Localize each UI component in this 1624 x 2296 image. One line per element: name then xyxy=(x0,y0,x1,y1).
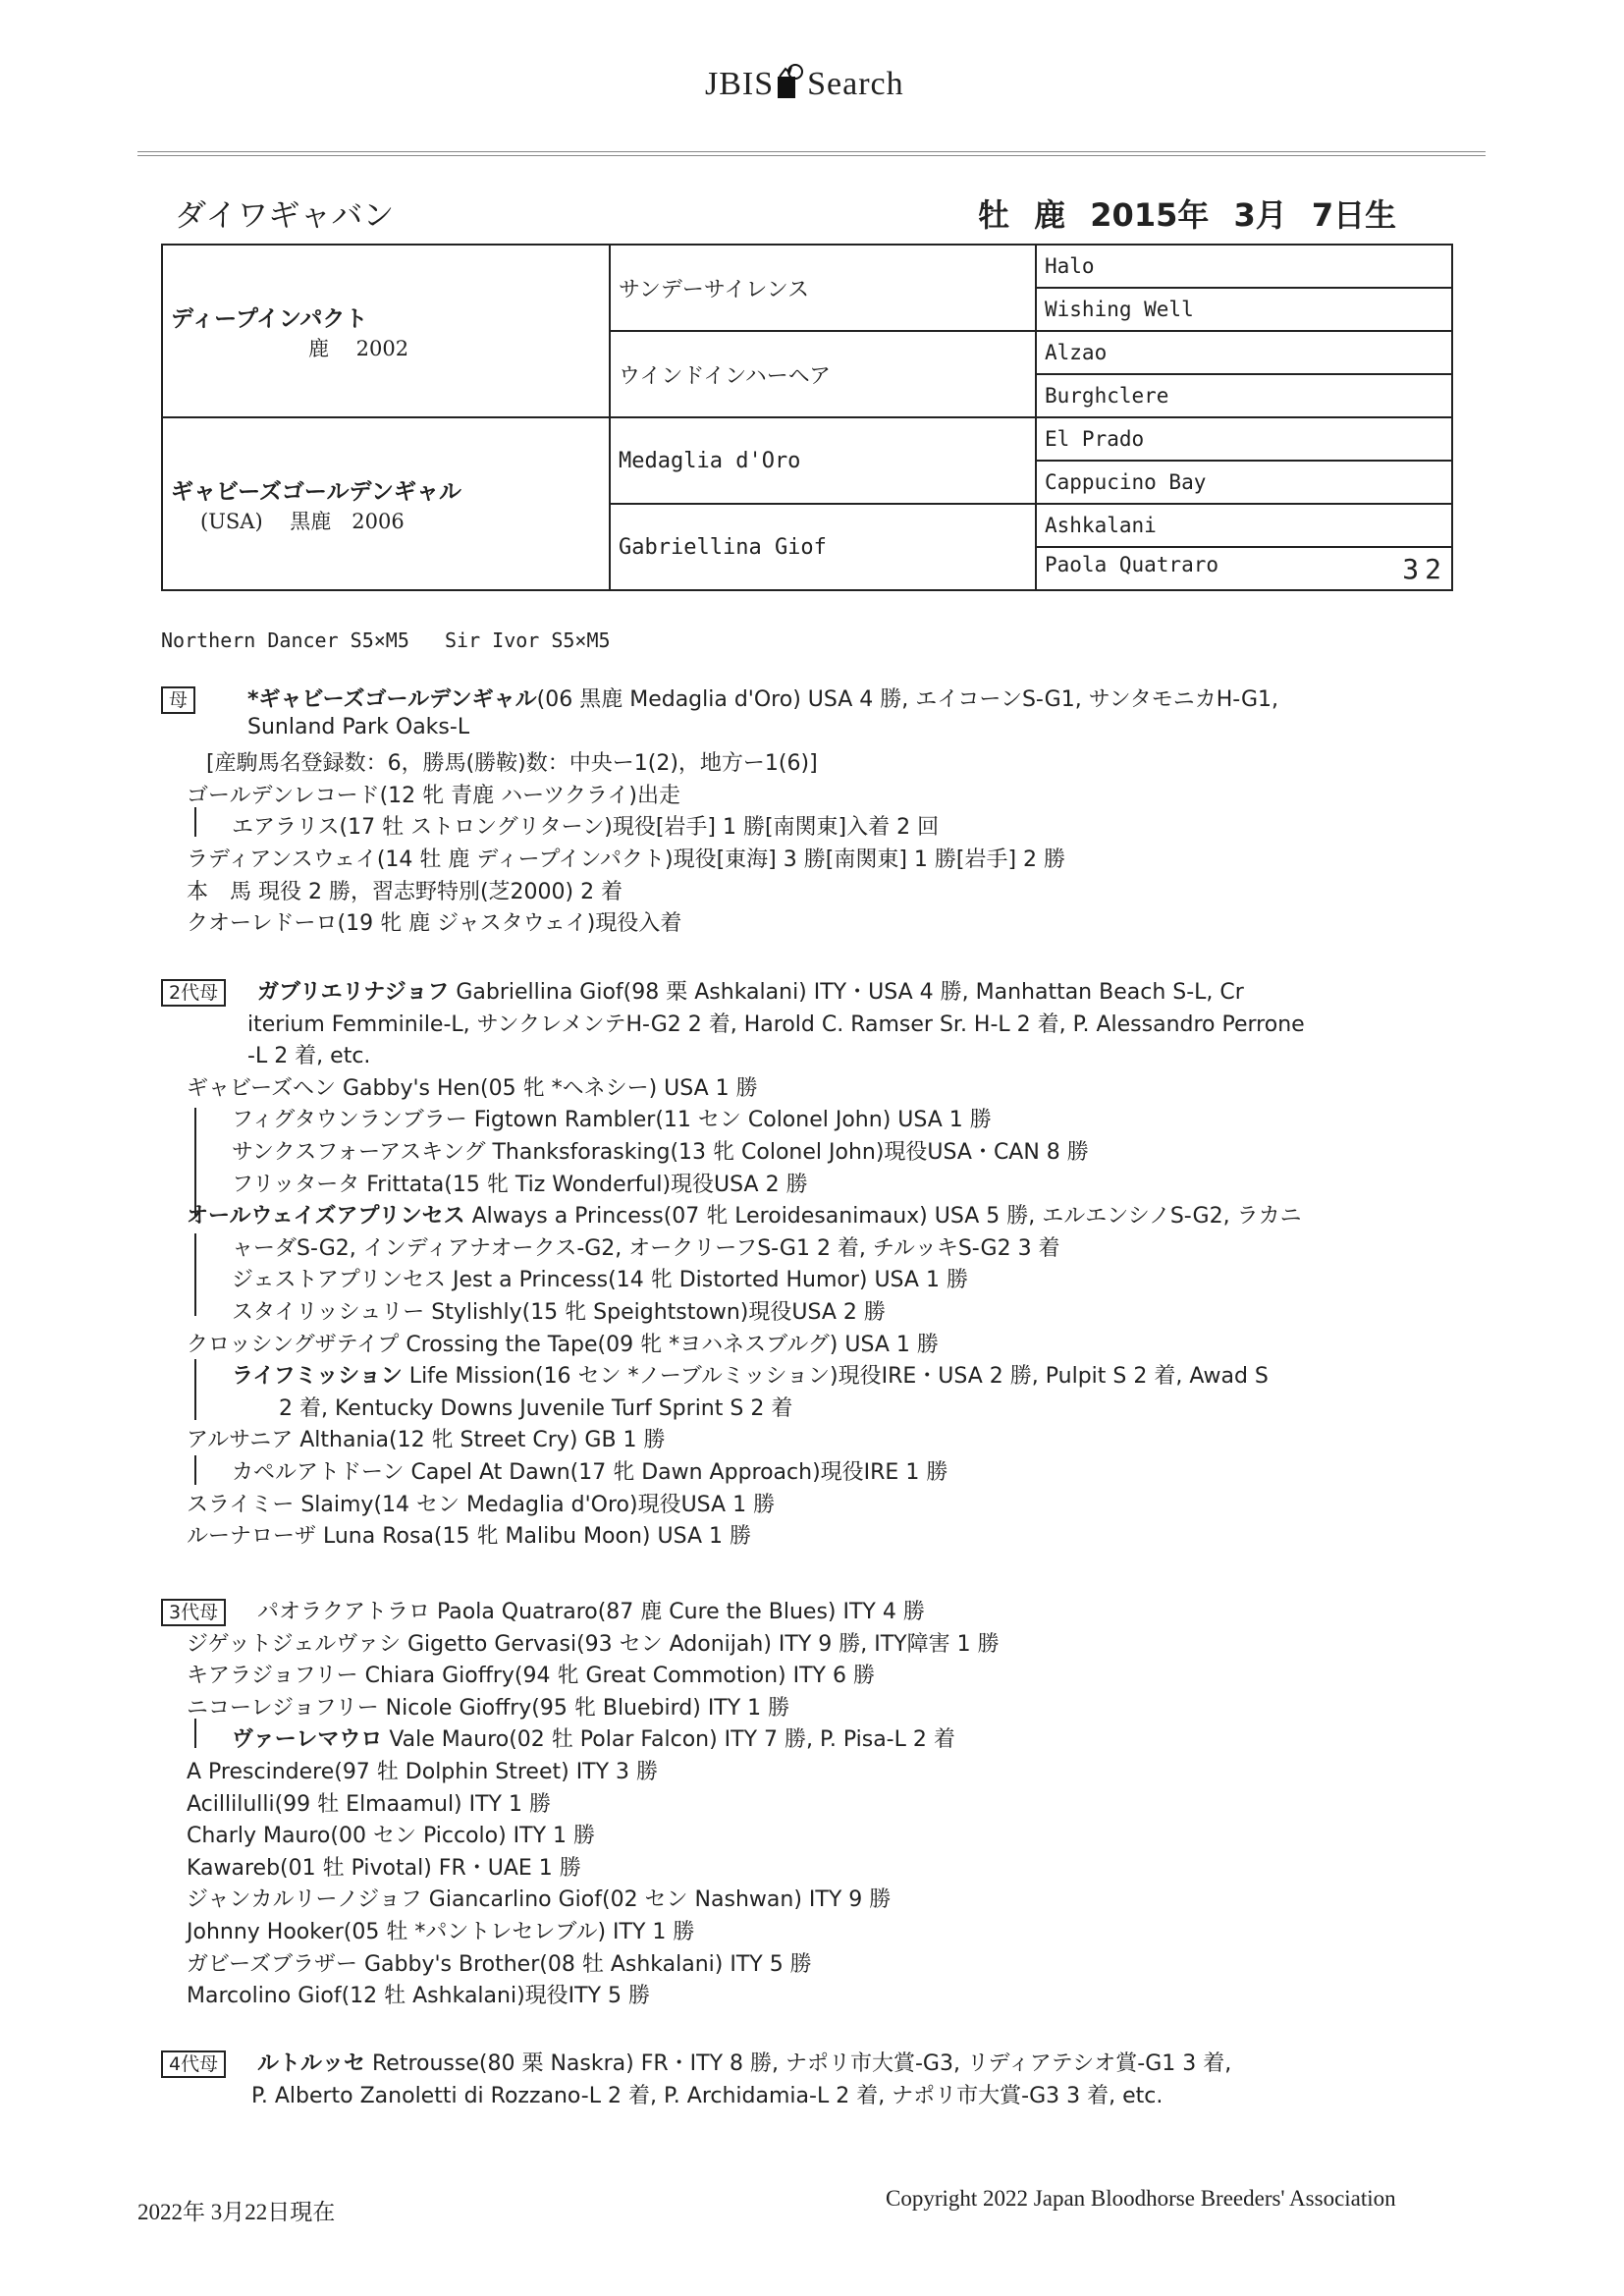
gen2-tree-bar xyxy=(194,1108,196,1216)
gen2-tree-bar xyxy=(194,1455,196,1485)
pedigree-gen3: Burghclere xyxy=(1036,374,1452,417)
gen3-line-text: Marcolino Giof(12 牡 Ashkalani)現役ITY 5 勝 xyxy=(187,1984,651,2009)
gen2-line-text: -L 2 着, etc. xyxy=(247,1044,371,1069)
gen3-line-text: Johnny Hooker(05 牡 *パントレセレブル) ITY 1 勝 xyxy=(187,1920,695,1944)
gen2-line xyxy=(232,1231,1060,1262)
gen2-tree-bar xyxy=(194,1359,196,1420)
gen3-line xyxy=(187,1819,595,1849)
sire-name: ディープインパクト xyxy=(171,305,368,332)
gen2-line xyxy=(232,1263,968,1293)
horse-name: ダイワギャバン xyxy=(175,196,395,234)
gen2-line-text: フリッタータ Frittata(15 牝 Tiz Wonderful)現役USA 2 勝 xyxy=(232,1172,808,1197)
logo-text-search: Search xyxy=(807,66,904,102)
dam-line xyxy=(187,779,680,809)
gen3-line-text: ジゲットジェルヴァシ Gigetto Gervasi(93 セン Adonijah) ITY 9 勝, ITY障害 1 勝 xyxy=(187,1631,1000,1657)
gen2-line-text: クロッシングザテイプ Crossing the Tape(09 牝 *ヨハネスブルグ) USA 1 勝 xyxy=(187,1332,939,1357)
gen2-line-text: ルーナローザ Luna Rosa(15 牝 Malibu Moon) USA 1 勝 xyxy=(187,1524,752,1550)
gen2-line xyxy=(187,1199,1302,1230)
gen3-line xyxy=(257,1595,925,1625)
gen2-line-text: ギャビーズヘン Gabby's Hen(05 牝 *ヘネシー) USA 1 勝 xyxy=(187,1075,758,1101)
gen3-line-text: キアラジョフリー Chiara Gioffry(94 牝 Great Commotion) ITY 6 勝 xyxy=(187,1664,875,1689)
dam-line-text: クオーレドーロ(19 牝 鹿 ジャスタウェイ)現役入着 xyxy=(187,911,682,937)
pedigree-gen2: Gabriellina Giof xyxy=(610,504,1036,590)
pedigree-gen3 xyxy=(1036,547,1452,590)
horse-magnifier-icon xyxy=(776,63,805,96)
dam-cell xyxy=(162,417,610,590)
gen4-line-bold: ルトルッセ xyxy=(257,2051,366,2076)
gen3-line xyxy=(187,1627,1000,1658)
gen3-line-text: Acillilulli(99 牡 Elmaamul) ITY 1 勝 xyxy=(187,1791,551,1817)
gen2-line xyxy=(187,1488,775,1518)
inbreeding-note: Northern Dancer S5×M5 Sir Ivor S5×M5 xyxy=(161,629,611,652)
pedigree-gen3: Halo xyxy=(1036,245,1452,288)
dam-tree-bar xyxy=(194,807,196,837)
pedigree-gen3: El Prado xyxy=(1036,417,1452,461)
gen3-line-bold: ヴァーレマウロ xyxy=(232,1727,383,1753)
pedigree-gen3: Wishing Well xyxy=(1036,288,1452,331)
dam-line xyxy=(187,875,623,905)
dam-section-badge: 母 xyxy=(161,686,195,714)
gen2-line-bold: オールウェイズアプリンセス xyxy=(187,1204,465,1230)
dam-line-bold: *ギャビーズゴールデンギャル xyxy=(247,687,537,712)
dam-line-text: エアラリス(17 牡 ストロングリターン)現役[岩手] 1 勝[南関東]入着 2 回 xyxy=(232,815,940,841)
gen2-line-text: スタイリッシュリー Stylishly(15 牝 Speightstown)現役USA 2 勝 xyxy=(232,1300,886,1325)
gen2-section-badge: 2代母 xyxy=(161,979,226,1007)
dam-line xyxy=(247,683,1278,713)
gen4-line xyxy=(257,2047,1231,2077)
gen2-line xyxy=(187,1423,666,1453)
dam-line-text: 本 馬 現役 2 勝，習志野特別(芝2000) 2 着 xyxy=(187,879,623,904)
gen4-line xyxy=(251,2079,1163,2109)
gen3-line xyxy=(187,1851,581,1882)
gen2-line xyxy=(247,1008,1305,1038)
dam-line-text: (06 黒鹿 Medaglia d'Oro) USA 4 勝, エイコーンS-G1, サンタモニカH-G1, xyxy=(536,687,1279,712)
gen2-line-text: 2 着, Kentucky Downs Juvenile Turf Sprint S 2 着 xyxy=(279,1395,793,1421)
gen3-line-text: ジャンカルリーノジョフ Giancarlino Giof(02 セン Nashwan) ITY 9 勝 xyxy=(187,1887,892,1913)
gen3-section-badge: 3代母 xyxy=(161,1599,226,1626)
gen2-line xyxy=(247,1039,370,1069)
gen3-tree-bar xyxy=(194,1719,196,1748)
sire-cell xyxy=(162,245,610,417)
gen2-line-text: スライミー Slaimy(14 セン Medaglia d'Oro)現役USA 1 勝 xyxy=(187,1492,776,1517)
gen2-line-text: ジェストアプリンセス Jest a Princess(14 牝 Distorted Humor) USA 1 勝 xyxy=(232,1268,968,1293)
pedigree-gen2: サンデーサイレンス xyxy=(610,245,1036,331)
gen2-line-bold: ライフミッション xyxy=(232,1364,403,1390)
gen3-line-text: パオラクアトラロ Paola Quatraro(87 鹿 Cure the Blues) ITY 4 勝 xyxy=(257,1600,925,1624)
gen4-section-badge: 4代母 xyxy=(161,2050,226,2078)
jbis-search-logo xyxy=(705,63,904,103)
gen3-line xyxy=(187,1691,789,1722)
gen3-line xyxy=(187,1979,650,2009)
gen2-line-text: ャーダS-G2, インディアナオークス-G2, オークリーフS-G1 2 着, チルッキS-G2 3 着 xyxy=(232,1235,1060,1261)
pedigree-gen2: Medaglia d'Oro xyxy=(610,417,1036,504)
gen3-line-text: Vale Mauro(02 牡 Polar Falcon) ITY 7 勝, P. Pisa-L 2 着 xyxy=(382,1727,955,1753)
gen3-line xyxy=(187,1947,812,1978)
gen3-line xyxy=(187,1915,694,1945)
gen2-line-text: Gabriellina Giof(98 栗 Ashkalani) ITY・USA 4 勝, Manhattan Beach S-L, Cr xyxy=(449,980,1244,1005)
gen2-line xyxy=(187,1328,939,1358)
gen2-line-bold: ガブリエリナジョフ xyxy=(257,980,450,1005)
header-rule-bottom xyxy=(137,155,1486,156)
gen2-line-text: アルサニア Althania(12 牝 Street Cry) GB 1 勝 xyxy=(187,1428,666,1453)
dam-meta: (USA) 黒鹿 2006 xyxy=(200,509,405,533)
gen2-line-text: iterium Femminile-L, サンクレメンテH-G2 2 着, Harold C. Ramser Sr. H-L 2 着, P. Alessandro Perrone xyxy=(247,1011,1305,1037)
pedigree-gen3: Alzao xyxy=(1036,331,1452,374)
gen2-line-text: フィグタウンランブラー Figtown Rambler(11 セン Colonel John) USA 1 勝 xyxy=(232,1108,992,1133)
dam-line xyxy=(187,843,1065,873)
gen3-line xyxy=(187,1883,891,1913)
gen3-line-text: ガビーズブラザー Gabby's Brother(08 牡 Ashkalani) ITY 5 勝 xyxy=(187,1951,812,1977)
gen3-line-text: A Prescindere(97 牡 Dolphin Street) ITY 3 勝 xyxy=(187,1760,659,1784)
gen4-line-text: P. Alberto Zanoletti di Rozzano-L 2 着, P. Archidamia-L 2 着, ナポリ市大賞-G3 3 着, etc. xyxy=(251,2083,1164,2108)
gen2-line-text: Life Mission(16 セン *ノーブルミッション)現役IRE・USA 2 勝, Pulpit S 2 着, Awad S xyxy=(402,1364,1269,1390)
gen2-line xyxy=(187,1519,751,1550)
dam-line-text: Sunland Park Oaks-L xyxy=(247,714,470,739)
logo-text-jbis: JBIS xyxy=(705,66,775,102)
pedigree-table xyxy=(161,244,1453,591)
gen2-line xyxy=(232,1168,808,1198)
dam-line-text: ラディアンスウェイ(14 牡 鹿 ディープインパクト)現役[東海] 3 勝[南関東] 1 勝[岩手] 2 勝 xyxy=(187,847,1066,872)
pedigree-gen3: Ashkalani xyxy=(1036,504,1452,547)
sire-meta: 鹿 2002 xyxy=(308,336,409,360)
pedigree-gen3: Cappucino Bay xyxy=(1036,461,1452,504)
horse-sex-color-birth: 牡 鹿 2015年 3月 7日生 xyxy=(978,196,1397,234)
dam-line xyxy=(206,746,818,777)
footer-date: 2022年 3月22日現在 xyxy=(137,2200,336,2224)
pedigree-gen3-name: Paola Quatraro xyxy=(1045,552,1219,576)
dam-line-text: [産駒馬名登録数：6，勝馬(勝鞍)数：中央ー1(2)，地方ー1(6)] xyxy=(206,751,818,777)
gen2-line-text: Always a Princess(07 牝 Leroidesanimaux) USA 5 勝, エルエンシノS-G2, ラカニ xyxy=(464,1204,1302,1230)
page-number: 32 xyxy=(1402,552,1447,585)
dam-name: ギャビーズゴールデンギャル xyxy=(171,478,462,505)
gen2-line xyxy=(257,975,1244,1006)
gen2-line xyxy=(232,1295,886,1326)
header-rule-top xyxy=(137,151,1486,152)
dam-line-text: ゴールデンレコード(12 牝 青鹿 ハーツクライ)出走 xyxy=(187,783,680,808)
dam-line xyxy=(187,906,681,937)
gen2-line xyxy=(232,1135,1089,1166)
gen4-line-text: Retrousse(80 栗 Naskra) FR・ITY 8 勝, ナポリ市大賞-G3, リディアテシオ賞-G1 3 着, xyxy=(365,2051,1232,2076)
gen2-tree-bar xyxy=(194,1233,196,1316)
gen3-line xyxy=(232,1722,955,1753)
gen3-line xyxy=(187,1659,875,1689)
dam-line xyxy=(232,810,939,841)
gen2-line xyxy=(279,1392,792,1422)
gen3-line-text: Charly Mauro(00 セン Piccolo) ITY 1 勝 xyxy=(187,1824,595,1849)
gen3-line xyxy=(187,1787,551,1818)
dam-line xyxy=(247,715,469,739)
footer-copyright: Copyright 2022 Japan Bloodhorse Breeders' Association xyxy=(886,2186,1396,2211)
gen2-line xyxy=(232,1455,947,1486)
gen3-line-text: Kawareb(01 牡 Pivotal) FR・UAE 1 勝 xyxy=(187,1855,581,1881)
gen3-line xyxy=(187,1755,658,1785)
gen2-line xyxy=(232,1359,1269,1390)
gen2-line xyxy=(232,1103,992,1133)
gen2-line-text: サンクスフォーアスキング Thanksforasking(13 牝 Colonel John)現役USA・CAN 8 勝 xyxy=(232,1140,1089,1165)
pedigree-gen2: ウインドインハーヘア xyxy=(610,331,1036,417)
gen3-line-text: ニコーレジョフリー Nicole Gioffry(95 牝 Bluebird) ITY 1 勝 xyxy=(187,1695,790,1721)
gen2-line xyxy=(187,1071,758,1102)
gen2-line-text: カペルアトドーン Capel At Dawn(17 牝 Dawn Approach)現役IRE 1 勝 xyxy=(232,1460,948,1485)
